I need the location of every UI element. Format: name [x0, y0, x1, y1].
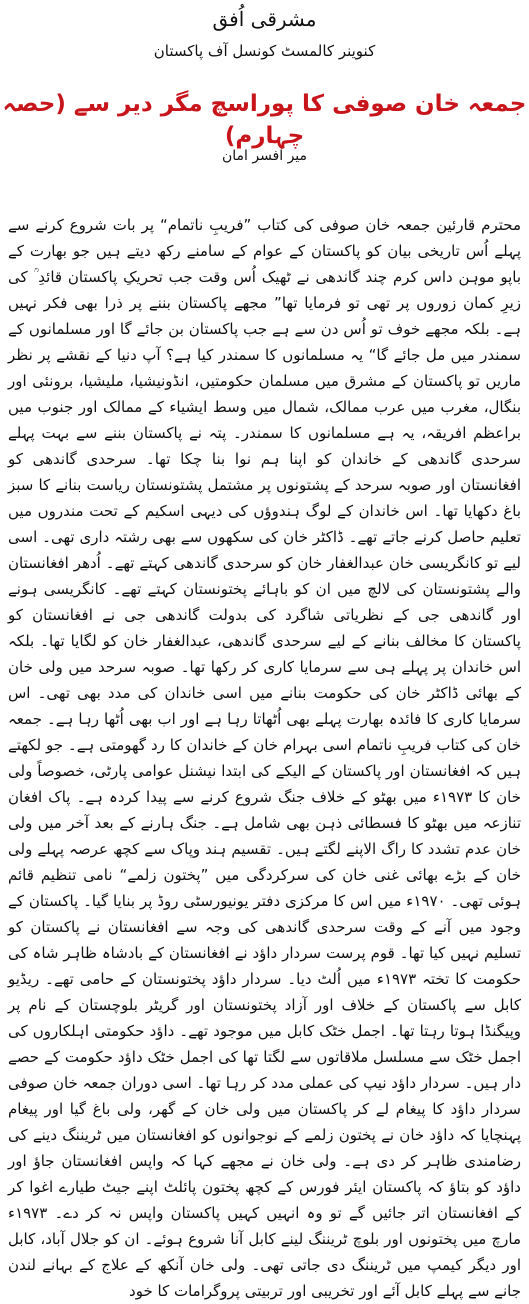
- article-headline: جمعہ خان صوفی کا پوراسچ مگر دیر سے (حصہ چہارم): [2, 91, 527, 149]
- author-name: میر افسر امان: [221, 148, 308, 164]
- author-organization: کنوینر کالمسٹ کونسل آف پاکستان: [153, 42, 376, 60]
- column-name: مشرقی اُفق: [212, 7, 317, 31]
- article-body: [8, 212, 521, 1300]
- article-text: محترم قارئین جمعہ خان صوفی کی کتاب ”فریبِ ناتمام“ پر بات شروع کرنے سے پہلے اُس تاریخی بیان کو پاکستان کے عوام کے سامنے رکھ دیتے ہیں جو بھارت کے باپو موہن داس کرم چند گاندھی نے ٹھیک اُس وقت جب تحریکِ پاکستان قائدِ ؒ کی زیرِ کمان زوروں پر تھی تو فرمایا تھا” مجھے پاکستان بننے پر ذرا بھی فکر نہیں ہے۔ بلکہ مجھے خوف تو اُس دن سے ہے جب پاکستان بن جائے گا اور مسلمانوں کے سمندر میں مل جائے گا“ یہ مسلمانوں کا سمندر کیا ہے؟ آپ دنیا کے نقشے پر نظر ماریں تو پاکستان کے مشرق میں مسلمان حکومتیں، انڈونیشیا، ملیشیا، برونئی اور بنگال، مغرب میں عرب ممالک، شمال میں وسط ایشیاء کے ممالک اور جنوب میں براعظم افریقہ، یہ ہے مسلمانوں کا سمندر۔ پتہ نے پاکستان بننے سے بہت پہلے سرحدی گاندھی کے خاندان کو اپنا ہم نوا بنا چکا تھا۔ سرحدی گاندھی کو افغانستان اور صوبہ سرحد کے پشتونوں پر مشتمل پشتونستان ریاست بنانے کا سبز باغ دکھایا تھا۔ اس خاندان کے لوگ ہندوؤں کی دیہی اسکیم کے تحت مندروں میں تعلیم حاصل کرنے جاتے تھے۔ ڈاکٹر خان کی سکھوں سے بھی رشتہ داری تھی۔ اسی لیے تو کانگریسی خان عبدالغفار خان کو سرحدی گاندھی کہتے تھے۔ اُدھر افغانستان والے پشتونستان کی لالچ میں ان کو باہائے پختونستان کہتے تھے۔ کانگریسی ہونے اور گاندھی جی کے نظریاتی شاگرد کی بدولت گاندھی جی نے افغانستان کو پاکستان کا مخالف بنانے کے لیے سرحدی گاندھی، عبدالغفار خان کو لگایا تھا۔ بلکہ اس خاندان پر پہلے ہی سے سرمایا کاری کر رکھا تھا۔ صوبہ سرحد میں ولی خان کے بھائی ڈاکٹر خان کی حکومت بنانے میں اسی خاندان کی مدد بھی تھی۔ اس سرمایا کاری کا فائدہ بھارت پہلے بھی اُٹھاتا رہا ہے اور اب بھی اُٹھا رہا ہے۔ جمعہ خان کی کتاب فریبِ ناتمام اسی بہرام خان کے خاندان کا رد گھومتی ہے۔ جو لکھتے ہیں کہ افغانستان اور پاکستان کے الیکے کی ابتدا نیشنل عوامی پارٹی، خصوصاً ولی خان کا ۱۹۷۳ء میں بھٹو کے خلاف جنگ شروع کرنے سے پیدا کردہ ہے۔ پاک افغان تنازعہ میں بھٹو کا فسطائی ذہن بھی شامل ہے۔ جنگ ہارنے کے بعد آخر میں ولی خان عدم تشدد کا راگ الاپنے لگتے ہیں۔ تقسیم ہند وپاک سے کچھ عرصہ پہلے ولی خان کے بڑے بھائی غنی خان کی سرکردگی میں ”پختون زلمے“ نامی تنظیم قائم ہوئی تھی۔ ۱۹۷۰ء میں اس کا مرکزی دفتر یونیورسٹی روڈ پر بنایا گیا۔ پاکستان کے وجود میں آنے کے وقت سرحدی گاندھی کی وجہ سے افغانستان نے پاکستان کو تسلیم نہیں کیا تھا۔ قوم پرست سردار داؤد نے افغانستان کے بادشاہ ظاہر شاہ کی حکومت کا تختہ ۱۹۷۳ء میں اُلٹ دیا۔ سردار داؤد پختونستان کے حامی تھے۔ ریڈیو کابل سے پاکستان کے خلاف اور آزاد پختونستان اور گریٹر بلوچستان کے نام پر وپیگنڈا ہوتا رہتا تھا۔ اجمل خٹک کابل میں موجود تھے۔ داؤد حکومتی اہلکاروں کی اجمل خٹک سے مسلسل ملاقاتوں سے لگتا تھا کی اجمل خٹک داؤد حکومت کے حصے دار ہیں۔ سردار داؤد نیپ کی عملی مدد کر رہا تھا۔ اسی دوران جمعہ خان صوفی سردار داؤد کا پیغام لے کر پاکستان میں ولی خان کے گھر، ولی باغ گیا اور پیغام پہنچایا کہ داؤد خان نے پختون زلمے کے نوجوانوں کو افغانستان میں ٹریننگ دینے کی رضامندی ظاہر کر دی ہے۔ ولی خان نے مجھے کہا کہ واپس افغانستان جاؤ اور داؤد کو بتاؤ کہ پاکستان ایئر فورس کے کچھ پختون پائلٹ اپنے جیٹ طیارے اغوا کر کے افغانستان اتر جائیں گے تو وہ انہیں کہیں پاکستان واپس نہ کر دے۔ ۱۹۷۳ء مارچ میں پختونوں اور بلوچ ٹریننگ لینے کابل آنا شروع ہوئے۔ ان کو جلال آباد، کابل اور دیگر کیمپ میں ٹریننگ دی جاتی تھی۔ ولی خان آنکھ کے علاج کے بہانے لندن جانے سے پہلے کابل آئے اور تخریبی اور تربیتی پروگرامات کا خود: [8, 216, 521, 1300]
